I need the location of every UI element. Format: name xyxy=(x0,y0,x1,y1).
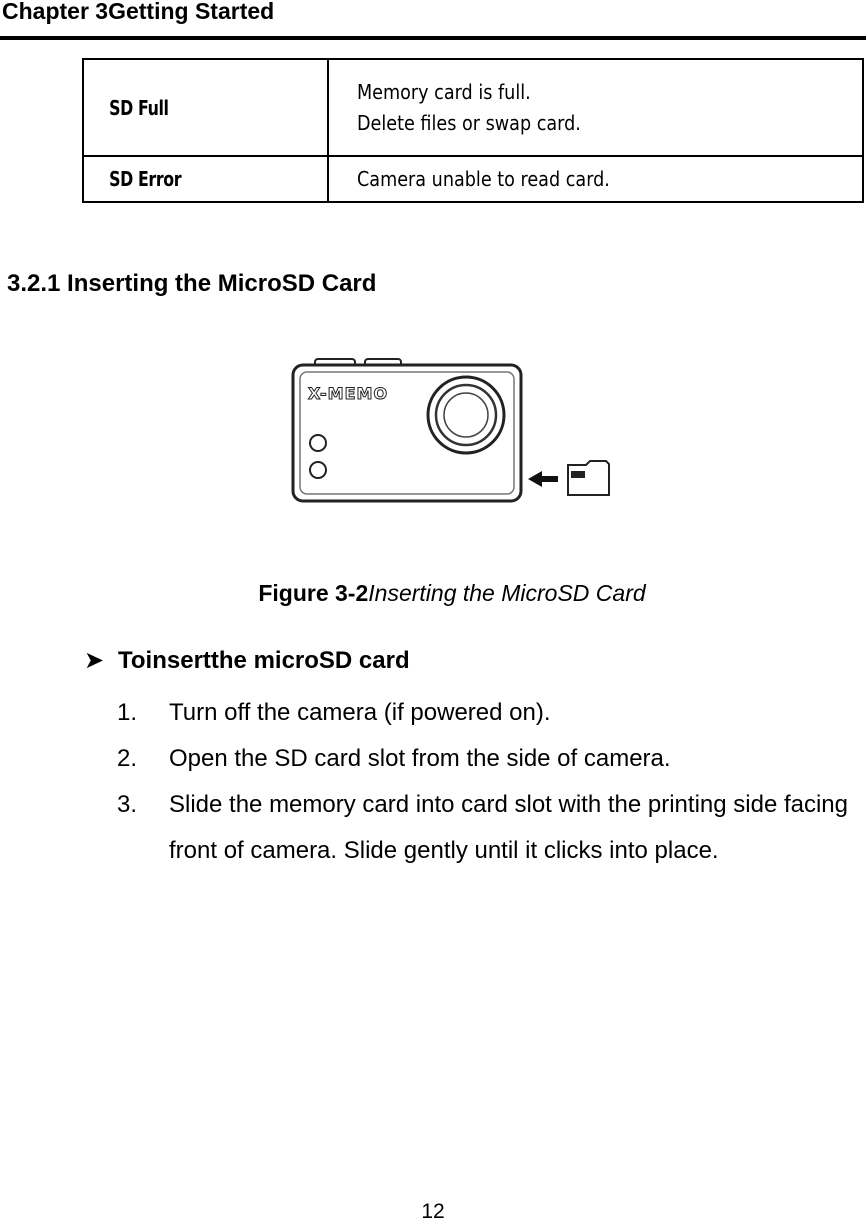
list-item xyxy=(117,782,859,874)
camera-brand-logo: X-MEMO xyxy=(308,384,389,403)
list-item xyxy=(117,690,859,736)
page-number: 12 xyxy=(421,1200,445,1223)
caption-label: Figure 3-2 xyxy=(258,580,369,606)
procedure-heading: ➤ Toinsertthe microSD card xyxy=(84,647,410,674)
list-item xyxy=(117,736,859,782)
chapter-title: Chapter 3Getting Started xyxy=(2,0,275,24)
section-heading: 3.2.1 Inserting the MicroSD Card xyxy=(7,270,377,297)
error-description-cell xyxy=(328,156,863,202)
chapter-header xyxy=(0,0,866,40)
table-row xyxy=(83,59,863,156)
step-text: Open the SD card slot from the side of camera. xyxy=(169,745,671,772)
error-code-cell: SD Full xyxy=(83,59,304,156)
camera-illustration xyxy=(280,355,620,515)
step-text: Turn off the camera (if powered on). xyxy=(169,699,551,726)
step-number: 2. xyxy=(117,745,138,772)
step-number: 3. xyxy=(117,791,138,818)
error-code-cell: SD Error xyxy=(83,156,304,202)
description-line: Memory card is full. xyxy=(357,79,531,104)
step-number: 1. xyxy=(117,699,138,726)
description-line: Delete files or swap card. xyxy=(357,110,581,135)
insert-arrow-icon xyxy=(528,471,558,487)
error-description-cell xyxy=(328,59,863,156)
error-message-table xyxy=(82,58,864,203)
procedure-steps xyxy=(117,690,859,874)
bullet-arrow-icon: ➤ xyxy=(84,647,105,674)
table-row xyxy=(83,156,863,202)
figure-caption xyxy=(0,580,866,607)
step-text: Slide the memory card into card slot with the printing side facing front of camera. Slide gently until it clicks into place. xyxy=(169,791,848,864)
description-line: Camera unable to read card. xyxy=(357,166,610,191)
caption-text: Inserting the MicroSD Card xyxy=(368,580,646,606)
camera-figure xyxy=(280,355,620,515)
